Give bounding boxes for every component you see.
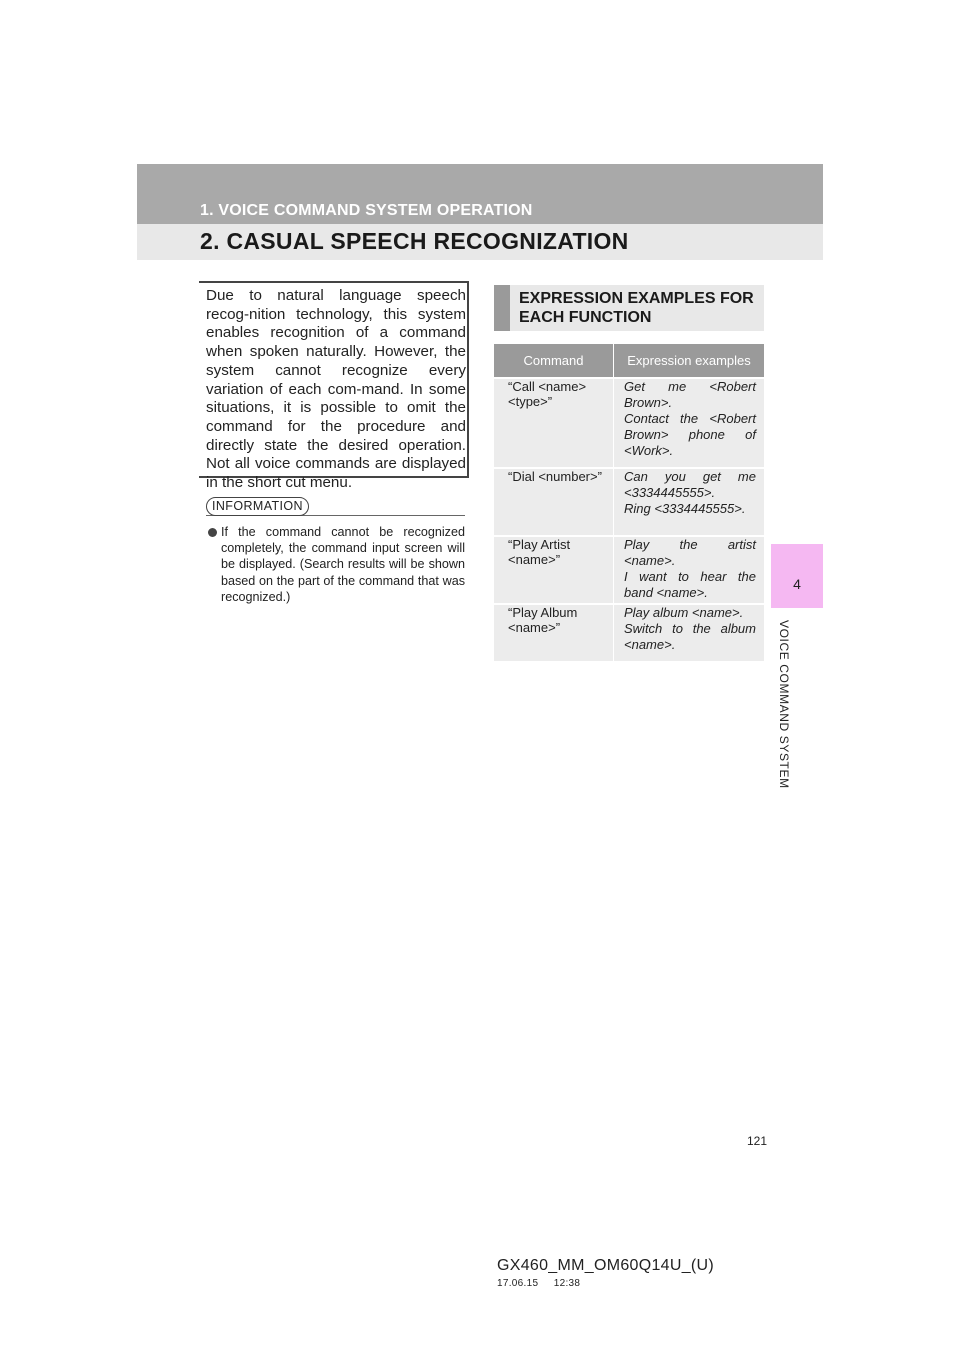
- example-line: Switch to the album <name>.: [624, 621, 756, 652]
- information-bullet-text: If the command cannot be recognized completely, the command input screen will be displayed. (Search results will be shown based on the part of the command that was recognized.): [221, 525, 465, 604]
- expressions-table: [494, 344, 764, 661]
- intro-text: Due to natural language speech recog-nition technology, this system enables recognition of a command when spoken naturally. However, the system cannot recognize every variation of each com-mand. In some situations, it is possible to omit the command for the procedure and directly state the desired operation. Not all voice commands are displayed in the short cut menu.: [206, 287, 466, 492]
- information-bullet: [208, 524, 465, 605]
- column-header-command: Command: [494, 344, 614, 378]
- example-line: Play album <name>.: [624, 605, 744, 620]
- header-bar: [137, 164, 823, 224]
- document-code: GX460_MM_OM60Q14U_(U): [497, 1257, 715, 1274]
- table-row: [494, 604, 764, 661]
- command-cell: “Play Album <name>”: [494, 604, 614, 661]
- examples-cell: [614, 536, 765, 604]
- bullet-dot-icon: [208, 528, 217, 537]
- expressions-heading: [494, 285, 764, 331]
- command-cell: “Dial <number>”: [494, 468, 614, 536]
- chapter-label: VOICE COMMAND SYSTEM: [777, 620, 791, 789]
- example-line: Play the artist <name>.: [624, 537, 756, 568]
- chapter-tab: [771, 544, 823, 608]
- table-header-row: [494, 344, 764, 378]
- command-cell: “Call <name> <type>”: [494, 378, 614, 468]
- example-line: Can you get me <3334445555>.: [624, 469, 756, 500]
- table-row: [494, 536, 764, 604]
- information-badge: INFORMATION: [206, 497, 309, 516]
- column-header-examples: Expression examples: [614, 344, 765, 378]
- examples-cell: [614, 378, 765, 468]
- table-row: [494, 378, 764, 468]
- example-line: Ring <3334445555>.: [624, 501, 746, 516]
- table-row: [494, 468, 764, 536]
- examples-cell: [614, 468, 765, 536]
- page-title: 2. CASUAL SPEECH RECOGNIZATION: [200, 228, 629, 254]
- command-cell: “Play Artist <name>”: [494, 536, 614, 604]
- intro-box: [199, 281, 469, 492]
- example-line: Contact the <Robert Brown> phone of <Work>.: [624, 411, 756, 458]
- examples-cell: [614, 604, 765, 661]
- page-number: 121: [747, 1134, 768, 1148]
- heading-accent-bar: [494, 285, 510, 331]
- title-bar: [137, 224, 823, 260]
- chapter-number: 4: [793, 576, 801, 592]
- expressions-heading-text: EXPRESSION EXAMPLES FOR EACH FUNCTION: [519, 290, 754, 326]
- example-line: I want to hear the band <name>.: [624, 569, 756, 600]
- print-timestamp: 17.06.15 12:38: [497, 1278, 581, 1289]
- section-title: 1. VOICE COMMAND SYSTEM OPERATION: [200, 202, 533, 219]
- example-line: Get me <Robert Brown>.: [624, 379, 756, 410]
